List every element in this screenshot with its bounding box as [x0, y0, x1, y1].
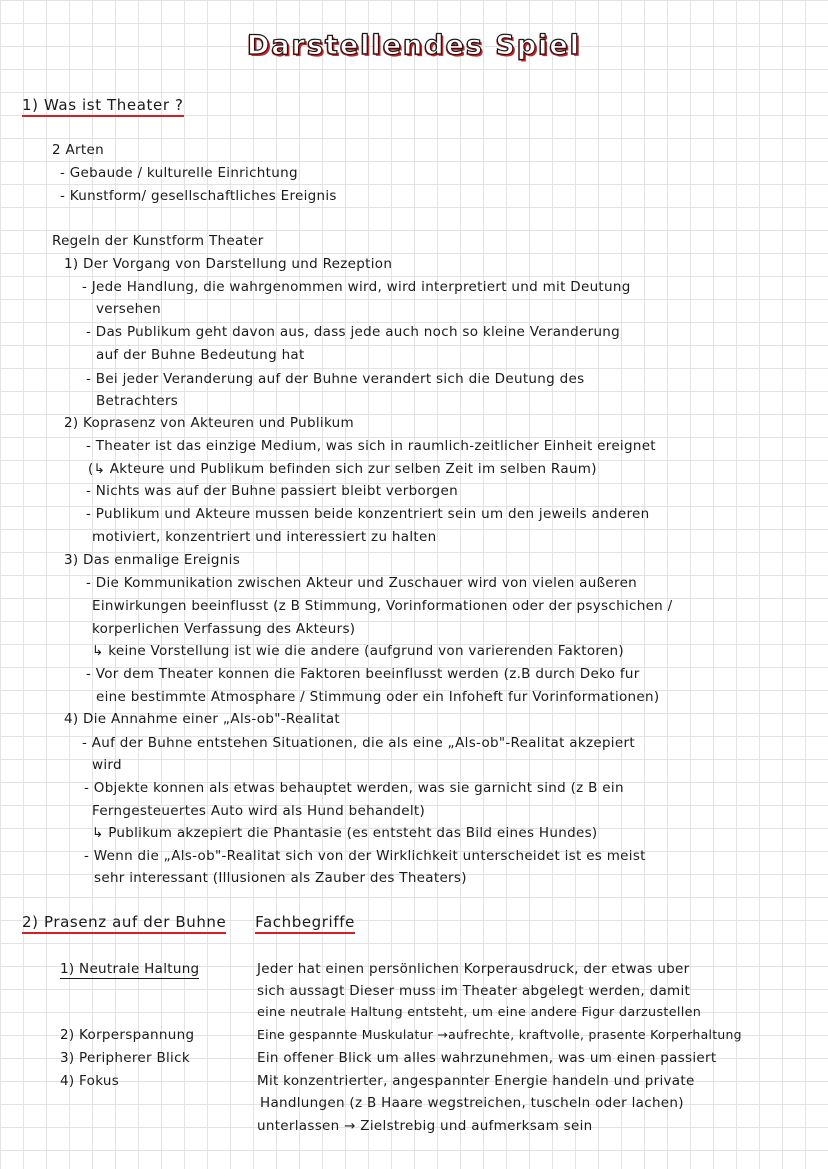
page-title: Darstellendes Spiel [247, 30, 581, 61]
section-2-heading-text: 2) Prasenz auf der Buhne [22, 913, 226, 934]
rule-line: versehen [96, 301, 162, 317]
section-2-heading [22, 913, 355, 931]
rule-line: Einwirkungen beeinflusst (z B Stimmung, Vorinformationen oder der psyschichen / [92, 598, 673, 614]
rule-line: - Objekte konnen als etwas behauptet werden, was sie garnicht sind (z B ein [84, 780, 624, 796]
definition-line: unterlassen → Zielstrebig und aufmerksam sein [257, 1118, 593, 1134]
rule-title: 1) Der Vorgang von Darstellung und Rezeption [64, 256, 393, 272]
section-1-heading [22, 96, 184, 114]
rule-line: ↳ Publikum akzepiert die Phantasie (es entsteht das Bild eines Hundes) [92, 825, 598, 841]
rule-line: ↳ keine Vorstellung ist wie die andere (aufgrund von varierenden Faktoren) [92, 643, 624, 659]
rule-line: - Publikum und Akteure mussen beide konzentriert sein um den jeweils anderen [86, 506, 650, 522]
rule-line: Betrachters [96, 393, 179, 409]
definition-line: eine neutrale Haltung entsteht, um eine andere Figur darzustellen [257, 1005, 702, 1020]
definition-line: Eine gespannte Muskulatur →aufrechte, kraftvolle, prasente Korperhaltung [257, 1027, 742, 1042]
regeln-heading: Regeln der Kunstform Theater [52, 233, 264, 249]
section-2-subheading: Fachbegriffe [255, 913, 355, 934]
rule-line: - Vor dem Theater konnen die Faktoren beeinflusst werden (z.B durch Deko fur [86, 666, 640, 682]
rule-line: - Auf der Buhne entstehen Situationen, die als eine „Als-ob"-Realitat akzepiert [82, 735, 635, 751]
section-1-heading-text: 1) Was ist Theater ? [22, 96, 184, 117]
definition-line: Jeder hat einen persönlichen Korperausdruck, der etwas uber [257, 961, 690, 977]
rule-line: - Die Kommunikation zwischen Akteur und Zuschauer wird von vielen außeren [86, 575, 638, 591]
rule-line: auf der Buhne Bedeutung hat [96, 347, 305, 363]
rule-line: eine bestimmte Atmosphare / Stimmung oder ein Infoheft fur Vorinformationen) [96, 689, 660, 705]
rule-line: sehr interessant (Illusionen als Zauber des Theaters) [94, 870, 467, 886]
rule-title: 3) Das enmalige Ereignis [64, 552, 241, 568]
term-neutrale-haltung: 1) Neutrale Haltung [60, 961, 200, 977]
definition-line: Handlungen (z B Haare wegstreichen, tuscheln oder lachen) [260, 1095, 684, 1111]
rule-line: (↳ Akteure und Publikum befinden sich zur selben Zeit im selben Raum) [88, 461, 597, 477]
definition-line: sich aussagt Dieser muss im Theater abgelegt werden, damit [257, 983, 691, 999]
definition-line: Mit konzentrierter, angespannter Energie handeln und private [257, 1073, 695, 1089]
rule-line: - Wenn die „Als-ob"-Realitat sich von der Wirklichkeit unterscheidet ist es meist [84, 848, 646, 864]
definition-line: Ein offener Blick um alles wahrzunehmen, was um einen passiert [257, 1050, 717, 1066]
rule-line: - Nichts was auf der Buhne passiert bleibt verborgen [86, 483, 459, 499]
rule-line: - Jede Handlung, die wahrgenommen wird, wird interpretiert und mit Deutung [82, 279, 631, 295]
rule-line: wird [92, 757, 122, 773]
rule-line: - Theater ist das einzige Medium, was sich in raumlich-zeitlicher Einheit ereignet [86, 438, 656, 454]
rule-line: korperlichen Verfassung des Akteurs) [92, 621, 356, 637]
term-label [60, 960, 199, 978]
term-label: 3) Peripherer Blick [60, 1050, 190, 1066]
rule-line: - Das Publikum geht davon aus, dass jede auch noch so kleine Veranderung [86, 324, 621, 340]
term-label: 2) Korperspannung [60, 1027, 195, 1043]
rule-line: - Bei jeder Veranderung auf der Buhne verandert sich die Deutung des [86, 371, 585, 387]
arten-item: - Kunstform/ gesellschaftliches Ereignis [60, 188, 337, 204]
rule-title: 4) Die Annahme einer „Als-ob"-Realitat [64, 711, 340, 727]
rule-title: 2) Koprasenz von Akteuren und Publikum [64, 415, 354, 431]
arten-item: - Gebaude / kulturelle Einrichtung [60, 165, 298, 181]
rule-line: motiviert, konzentriert und interessiert zu halten [92, 529, 437, 545]
term-label: 4) Fokus [60, 1073, 120, 1089]
arten-label: 2 Arten [52, 142, 104, 158]
rule-line: Ferngesteuertes Auto wird als Hund behandelt) [92, 803, 426, 819]
